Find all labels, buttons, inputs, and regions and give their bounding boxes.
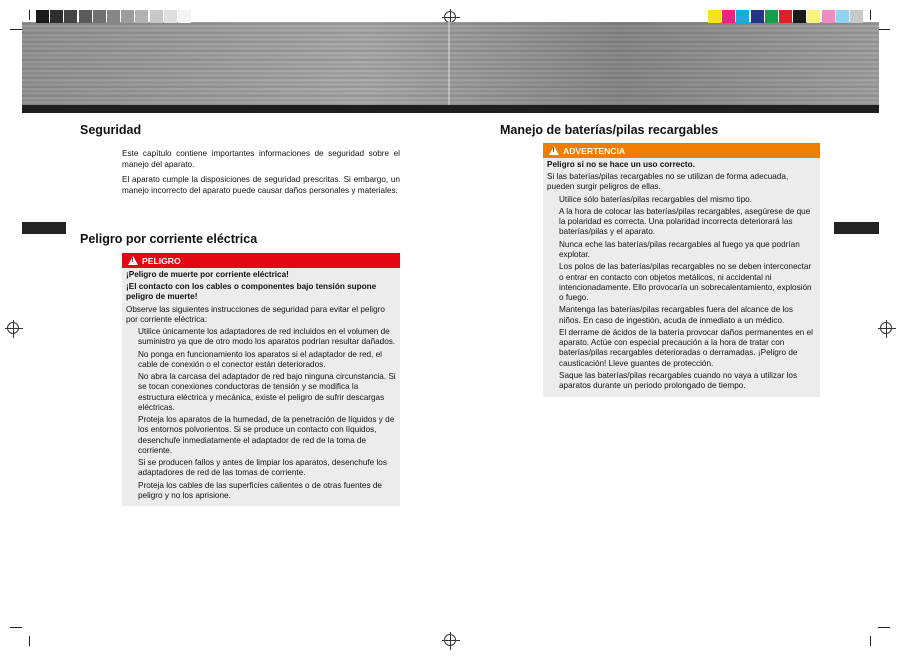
list-item: A la hora de colocar las baterías/pilas recargables, asegúrese de que la polaridad es correcta. Una polaridad incorrecta deteriorará las baterías/pilas y el aparato. [559, 207, 811, 237]
calibration-swatch [178, 10, 191, 23]
danger-intro: Observe las siguientes instrucciones de seguridad para evitar el peligro por corriente eléctrica: [126, 304, 385, 324]
intro-paragraph: El aparato cumple la disposiciones de seguridad prescritas. Si embargo, un manejo incorrecto del aparato puede causar daños personales y materiales. [122, 175, 400, 195]
calibration-swatch [751, 10, 764, 23]
list-item: Saque las baterías/pilas recargables cuando no vaya a utilizar los aparatos durante un periodo prolongado de tiempo. [559, 370, 798, 391]
calibration-swatch [822, 10, 835, 23]
crop-mark [10, 29, 22, 30]
crop-mark [870, 10, 871, 20]
list-item: No ponga en funcionamiento los aparatos si el adaptador de red, el cable de conexión o el conector están deteriorados. [138, 349, 382, 369]
warning-header [543, 143, 820, 158]
list-item: Nunca eche las baterías/pilas recargables al fuego ya que podrían explotar. [559, 239, 800, 259]
warning-triangle-icon: ! [549, 146, 559, 155]
list-item: Los polos de las baterías/pilas recargables no se deben interconectar o entrar en contacto con objetos metálicos, ni accidental ni intencionadamente. Ello provocaría un sobrecalentamiento, explosión o fuego. [559, 262, 812, 302]
page-seam [448, 22, 450, 105]
intro-paragraph: Este capítulo contiene importantes informaciones de seguridad sobre el manejo del aparato. [122, 149, 400, 169]
registration-mark-icon [7, 322, 19, 334]
crop-mark [878, 627, 890, 628]
list-item: Utilice sólo baterías/pilas recargables del mismo tipo. [559, 194, 752, 204]
warning-triangle-icon: ! [128, 256, 138, 265]
registration-mark-icon [444, 634, 456, 646]
calibration-swatch [807, 10, 820, 23]
danger-label: PELIGRO [142, 255, 181, 266]
calibration-swatch [150, 10, 163, 23]
crop-mark [10, 627, 22, 628]
list-item: El derrame de ácidos de la batería provocar daños permanentes en el aparato. Actúe con especial precaución a la hora de tratar con baterías/pilas recargables deterioradas o derramadas. ¡Peligro de causticación! Lleve guantes de protección. [559, 327, 813, 368]
danger-box [122, 253, 400, 506]
danger-lead: ¡El contacto con los cables o componentes bajo tensión supone peligro de muerte! [126, 282, 377, 302]
header-metal-band [22, 22, 879, 105]
list-item: Proteja los cables de las superficies calientes o de otras fuentes de peligro y no los aprisione. [138, 480, 382, 500]
danger-header [122, 253, 400, 268]
calibration-swatch [779, 10, 792, 23]
calibration-swatch [765, 10, 778, 23]
registration-mark-icon [880, 322, 892, 334]
crop-mark [29, 636, 30, 646]
calibration-swatch [121, 10, 134, 23]
danger-lead: ¡Peligro de muerte por corriente eléctrica! [126, 270, 289, 279]
warning-intro: Si las baterías/pilas recargables no se utilizan de forma adecuada, pueden surgir peligros de ellas. [547, 172, 789, 192]
calibration-swatch [736, 10, 749, 23]
calibration-swatch [850, 10, 863, 23]
list-item: No abra la carcasa del adaptador de red bajo ninguna circunstancia. Si se tocan conexiones conductoras de tensión y se modifica la estructura eléctrica y mecánica, existe el peligro de sufrir descargas eléctricas. [138, 372, 396, 412]
section-title-batteries: Manejo de baterías/pilas recargables [500, 123, 719, 137]
calibration-swatch [135, 10, 148, 23]
warning-box [543, 143, 820, 397]
danger-list [126, 327, 396, 501]
list-item: Mantenga las baterías/pilas recargables fuera del alcance de los niños. En caso de ingestión, acuda de inmediato a un médico. [559, 305, 793, 325]
calibration-swatch [93, 10, 106, 23]
chapter-tab-left [22, 222, 66, 234]
calibration-swatch [164, 10, 177, 23]
list-item: Si se producen fallos y antes de limpiar los aparatos, desenchufe los adaptadores de red de las tomas de corriente. [138, 458, 387, 478]
subsection-title-electric: Peligro por corriente eléctrica [80, 232, 258, 246]
calibration-swatch [836, 10, 849, 23]
chapter-tab-right [834, 222, 879, 234]
calibration-swatch [793, 10, 806, 23]
crop-mark [878, 29, 890, 30]
list-item: Utilice únicamente los adaptadores de red incluidos en el volumen de suministro ya que de otro modo los aparatos podrían resultar dañados. [138, 327, 396, 347]
list-item: Proteja los aparatos de la humedad, de la penetración de líquidos y de los entornos polvorientos. Si se produce un contacto con líquidos, desenchufe inmediatamente el adaptador de red de la toma de corriente. [138, 415, 395, 455]
calibration-swatch [50, 10, 63, 23]
crop-mark [870, 636, 871, 646]
crop-mark [29, 10, 30, 20]
header-dark-strip [22, 105, 879, 113]
warning-label: ADVERTENCIA [563, 145, 626, 156]
warning-list [547, 195, 816, 392]
calibration-swatch [722, 10, 735, 23]
calibration-swatch [708, 10, 721, 23]
calibration-swatch [64, 10, 77, 23]
section-title-seguridad: Seguridad [80, 123, 142, 137]
calibration-swatch [79, 10, 92, 23]
warning-lead: Peligro si no se hace un uso correcto. [547, 160, 695, 169]
calibration-swatch [36, 10, 49, 23]
calibration-swatch [107, 10, 120, 23]
